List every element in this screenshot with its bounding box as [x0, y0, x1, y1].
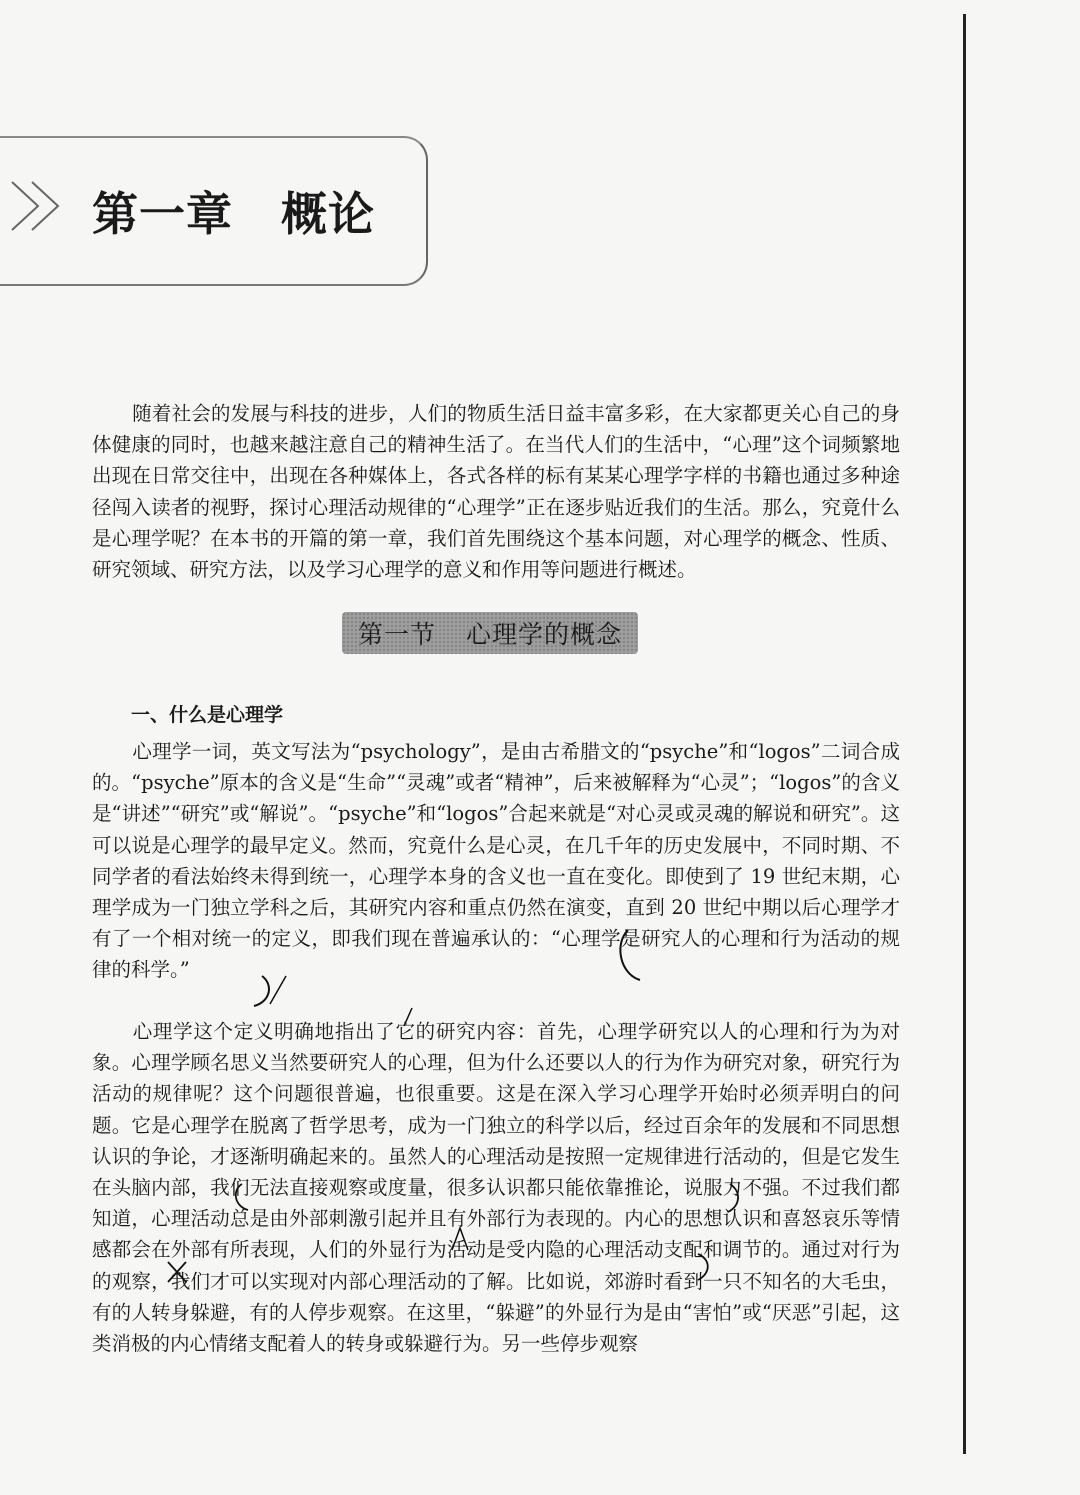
body-paragraph-2: [92, 1016, 900, 1359]
section-title-banner: [342, 612, 638, 654]
chapter-name: 概论: [281, 187, 375, 241]
chapter-number: 第一章: [92, 187, 233, 241]
body-text-2: 心理学这个定义明确地指出了它的研究内容：首先，心理学研究以人的心理和行为为对象。心理学顾名思义当然要研究人的心理，但为什么还要以人的行为作为研究对象，研究行为活动的规律呢？这个问题很普遍，也很重要。这是在深入学习心理学开始时必须弄明白的问题。它是心理学在脱离了哲学思考，成为一门独立的科学以后，经过百余年的发展和不同思想认识的争论，才逐渐明确起来的。虽然人的心理活动是按照一定规律进行活动的，但是它发生在头脑内部，我们无法直接观察或度量，很多认识都只能依靠推论，说服力不强。不过我们都知道，心理活动总是由外部刺激引起并且有外部行为表现的。内心的思想认识和喜怒哀乐等情感都会在外部有所表现，人们的外显行为活动是受内隐的心理活动支配和调节的。通过对行为的观察，我们才可以实现对内部心理活动的了解。比如说，郊游时看到一只不知名的大毛虫，有的人转身躲避，有的人停步观察。在这里，“躲避”的外显行为是由“害怕”或“厌恶”引起，这类消极的内心情绪支配着人的转身或躲避行为。另一些停步观察: [92, 1020, 900, 1356]
intro-paragraph: [92, 398, 900, 585]
binding-line: [963, 14, 966, 1454]
chapter-title: [92, 178, 375, 244]
subsection-heading: 一、什么是心理学: [131, 704, 284, 726]
section-number: 第一节: [357, 620, 436, 649]
body-paragraph-1: [92, 736, 900, 986]
body-text-1: 心理学一词，英文写法为“psychology”，是由古希腊文的“psyche”和“logos”二词合成的。“psyche”原本的含义是“生命”“灵魂”或者“精神”，后来被解释为“心灵”；“logos”的含义是“讲述”“研究”或“解说”。“psyche”和“logos”合起来就是“对心灵或灵魂的解说和研究”。这可以说是心理学的最早定义。然而，究竟什么是心灵，在几千年的历史发展中，不同时期、不同学者的看法始终未得到统一，心理学本身的含义也一直在变化。即使到了 19 世纪末期，心理学成为一门独立学科之后，其研究内容和重点仍然在演变，直到 20 世纪中期以后心理学才有了一个相对统一的定义，即我们现在普遍承认的：“心理学是研究人的心理和行为活动的规律的科学。”: [92, 740, 900, 982]
intro-text: 随着社会的发展与科技的进步，人们的物质生活日益丰富多彩，在大家都更关心自己的身体健康的同时，也越来越注意自己的精神生活了。在当代人们的生活中，“心理”这个词频繁地出现在日常交往中，出现在各种媒体上，各式各样的标有某某心理学字样的书籍也通过多种途径闯入读者的视野，探讨心理活动规律的“心理学”正在逐步贴近我们的生活。那么，究竟什么是心理学呢？在本书的开篇的第一章，我们首先围绕这个基本问题，对心理学的概念、性质、研究领域、研究方法，以及学习心理学的意义和作用等问题进行概述。: [92, 402, 900, 582]
section-name: 心理学的概念: [466, 620, 623, 649]
double-chevron-icon: [10, 176, 68, 236]
